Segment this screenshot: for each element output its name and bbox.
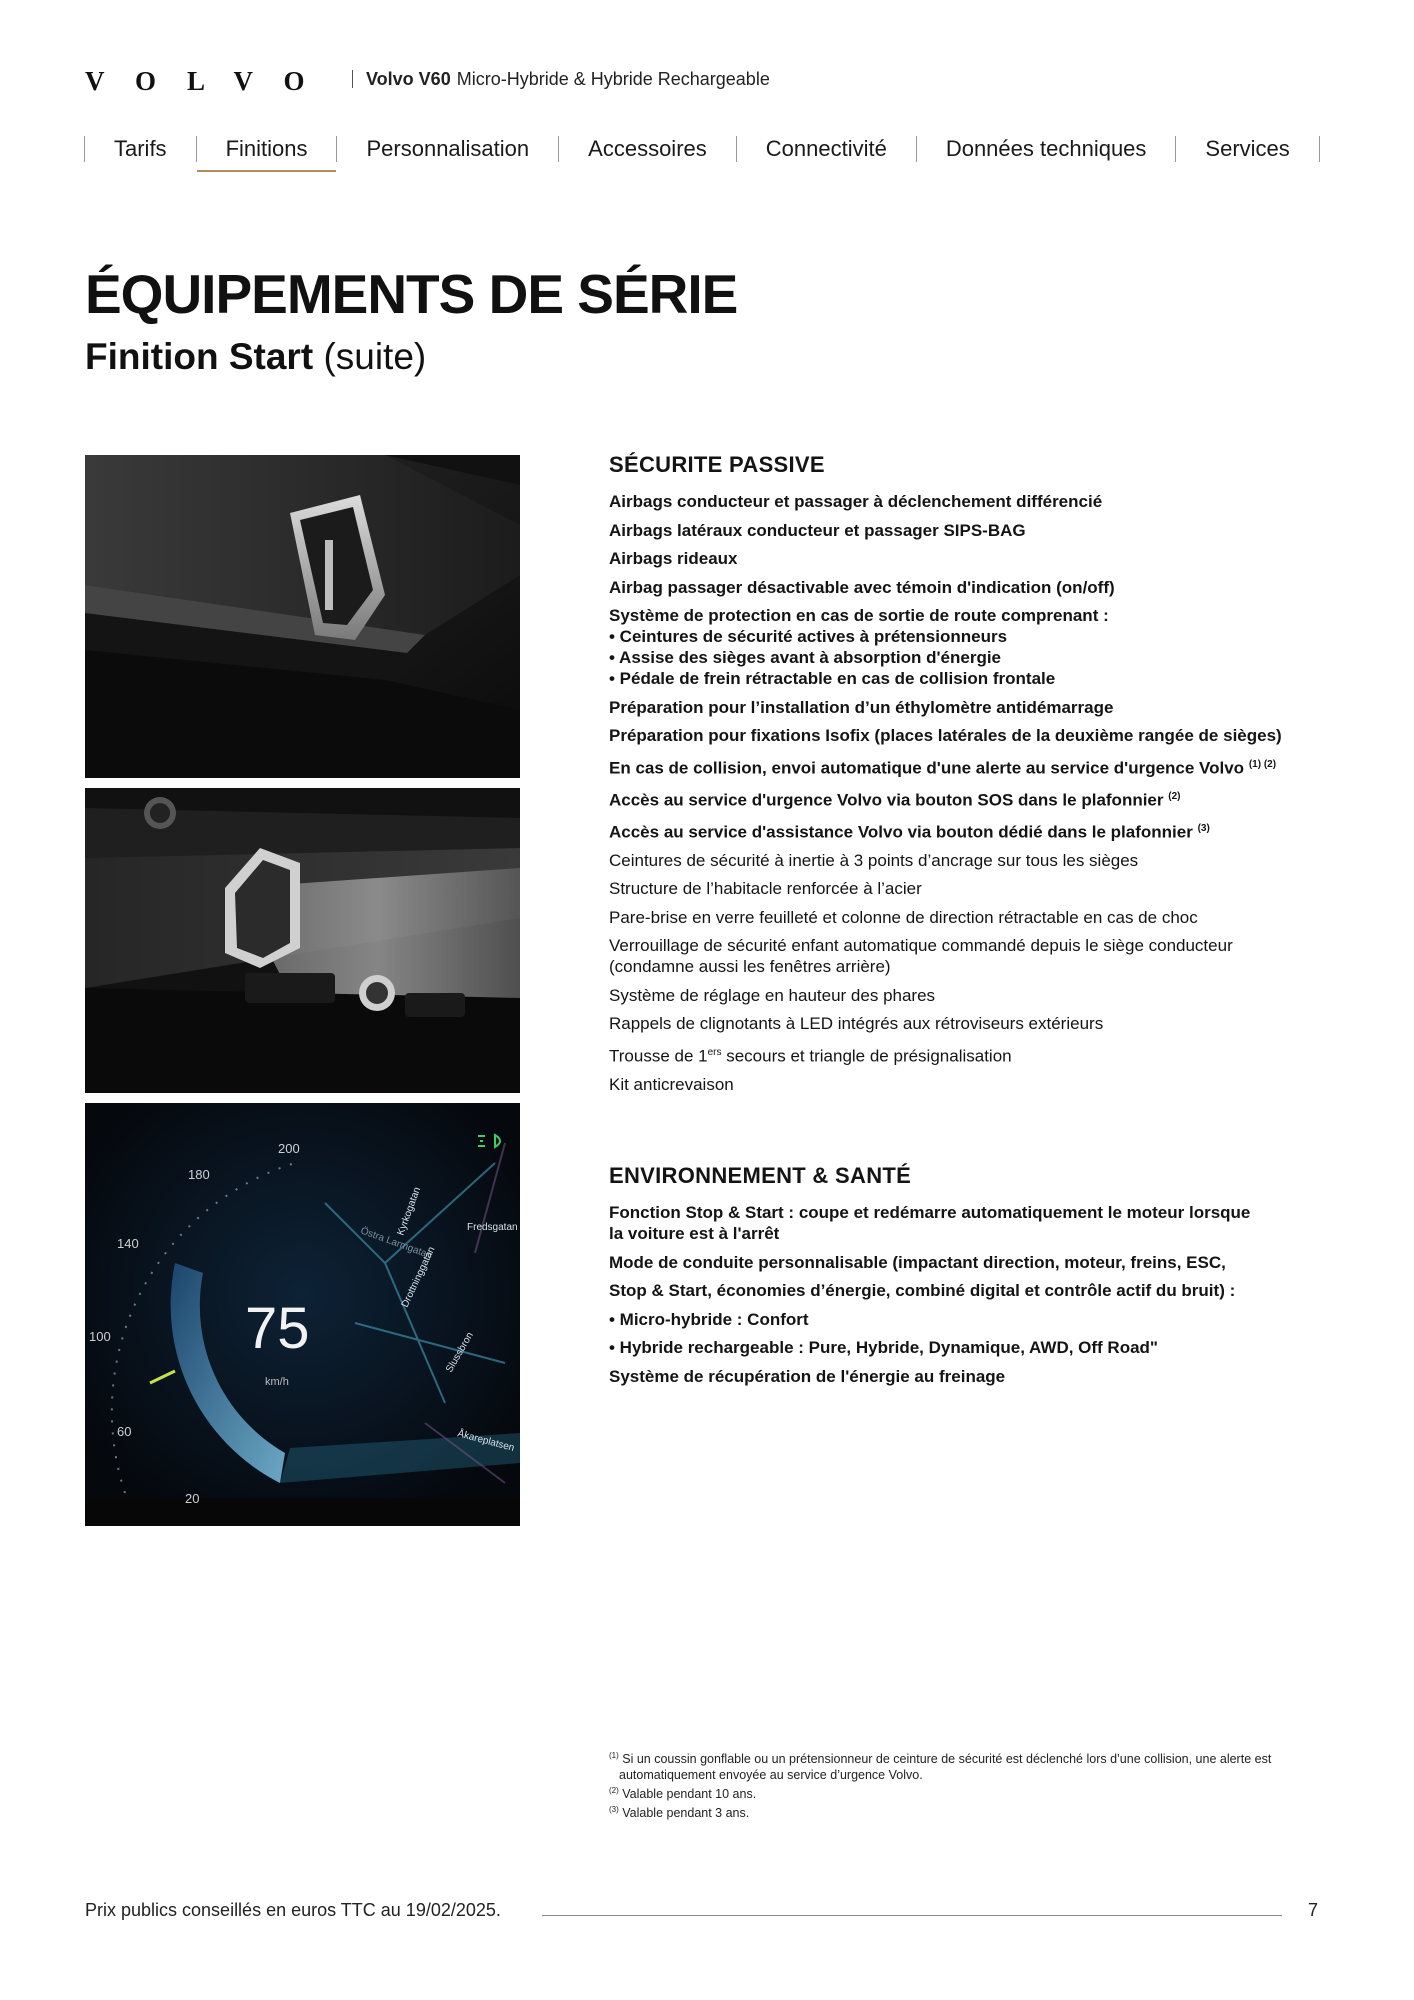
- footnote: [609, 1748, 1319, 1783]
- header-divider: [352, 70, 353, 88]
- list-item: • Micro-hybride : Confort: [609, 1309, 809, 1329]
- speed-unit: km/h: [265, 1376, 289, 1388]
- footnote-ref: (2): [1168, 790, 1181, 802]
- list-item-line: la voiture est à l'arrêt: [609, 1224, 780, 1243]
- list-item-text: Accès au service d'assistance Volvo via bouton dédié dans le plafonnier: [609, 822, 1193, 842]
- tab-donnees-techniques[interactable]: Données techniques: [945, 136, 1147, 161]
- footnote: [609, 1783, 1319, 1802]
- list-item: Pare-brise en verre feuilleté et colonne de direction rétractable en cas de choc: [609, 907, 1198, 927]
- nav-separator: [1319, 136, 1320, 162]
- page-subtitle: [85, 336, 426, 378]
- street-label: Slussbron: [444, 1330, 476, 1375]
- footnote-ref: (3): [1197, 822, 1210, 834]
- tab-tarifs[interactable]: Tarifs: [114, 136, 167, 161]
- list-item-line: Fonction Stop & Start : coupe et redémarre automatiquement le moteur lorsque: [609, 1203, 1251, 1222]
- list-item: Stop & Start, économies d’énergie, combiné digital et contrôle actif du bruit) :: [609, 1281, 1236, 1300]
- page-number: 7: [1308, 1900, 1319, 1920]
- list-item: Airbags latéraux conducteur et passager SIPS-BAG: [609, 520, 1026, 540]
- list-item: Préparation pour fixations Isofix (places latérales de la deuxième rangée de sièges): [609, 726, 1282, 745]
- list-item: [609, 786, 1324, 811]
- list-item: Mode de conduite personnalisable (impactant direction, moteur, freins, ESC,: [609, 1252, 1226, 1272]
- list-item: Ceintures de sécurité à inertie à 3 points d’ancrage sur tous les sièges: [609, 850, 1139, 870]
- list-item-line: Verrouillage de sécurité enfant automatique commandé depuis le siège conducteur: [609, 936, 1233, 956]
- list-item: [609, 754, 1324, 779]
- section-heading: SÉCURITE PASSIVE: [609, 452, 825, 477]
- list-item: Airbags conducteur et passager à déclenchement différencié: [609, 492, 1103, 511]
- footnote-text: Valable pendant 10 ans.: [622, 1787, 757, 1802]
- footnote-text: Valable pendant 3 ans.: [622, 1806, 750, 1821]
- model-name: Volvo V60: [366, 69, 451, 89]
- tab-connectivite[interactable]: Connectivité: [765, 136, 887, 161]
- list-item: [609, 1042, 1324, 1067]
- footnote-mark: (2): [609, 1786, 619, 1796]
- subtitle-trim: Finition Start: [85, 336, 314, 377]
- footer-divider: [542, 1915, 1282, 1916]
- list-item: • Hybride rechargeable : Pure, Hybride, Dynamique, AWD, Off Road": [609, 1338, 1158, 1357]
- volvo-logo: VOLVO: [85, 66, 336, 96]
- ordinal-suffix: ers: [707, 1046, 722, 1058]
- speed-tick-100: 100: [89, 1329, 111, 1344]
- list-item-line: • Ceintures de sécurité actives à prétensionneurs: [609, 627, 1008, 646]
- list-item: Structure de l’habitacle renforcée à l’acier: [609, 879, 922, 899]
- list-item-text: Accès au service d'urgence Volvo via bouton SOS dans le plafonnier: [609, 790, 1164, 810]
- top-navigation: [84, 132, 1320, 172]
- model-variant: Micro-Hybride & Hybride Rechargeable: [456, 69, 770, 89]
- list-item: Système de réglage en hauteur des phares: [609, 985, 936, 1005]
- list-item: [609, 935, 1324, 977]
- speed-tick-180: 180: [188, 1167, 210, 1182]
- list-item-line: • Assise des sièges avant à absorption d'énergie: [609, 648, 1002, 667]
- header-model: [366, 69, 770, 90]
- speed-tick-60: 60: [117, 1424, 132, 1439]
- footnote-text: Si un coussin gonflable ou un prétensionneur de ceinture de sécurité est déclenché lors d’une collision, une alerte est automatiquement envoyée au service d’urgence Volvo.: [619, 1752, 1272, 1783]
- subtitle-continued: (suite): [323, 336, 427, 377]
- list-item-line: Système de protection en cas de sortie de route comprenant :: [609, 606, 1109, 625]
- footnote-mark: (1): [609, 1751, 619, 1760]
- gear-selector-photo: [85, 788, 520, 1093]
- tab-accessoires[interactable]: Accessoires: [588, 136, 707, 161]
- footnotes: [609, 1748, 1319, 1821]
- passive-safety-section: [609, 452, 1324, 1103]
- list-item: [609, 818, 1324, 843]
- price-disclaimer: Prix publics conseillés en euros TTC au 19/02/2025.: [85, 1900, 501, 1920]
- street-label: Kyrkogatan: [395, 1185, 424, 1238]
- list-item-text: secours et triangle de présignalisation: [721, 1046, 1012, 1066]
- tab-finitions[interactable]: Finitions: [197, 132, 337, 172]
- page-title: ÉQUIPEMENTS DE SÉRIE: [85, 263, 738, 325]
- footnote-mark: (3): [609, 1805, 619, 1815]
- footnote-ref: (1) (2): [1248, 758, 1277, 770]
- tab-services[interactable]: Services: [1205, 136, 1290, 161]
- speed-readout: 75: [245, 1296, 310, 1361]
- list-item: Préparation pour l’installation d’un éthylomètre antidémarrage: [609, 697, 1114, 717]
- section-heading: ENVIRONNEMENT & SANTÉ: [609, 1163, 912, 1188]
- list-item-line: (condamne aussi les fenêtres arrière): [609, 957, 891, 977]
- footnote: [609, 1802, 1319, 1821]
- list-item: Rappels de clignotants à LED intégrés aux rétroviseurs extérieurs: [609, 1014, 1104, 1034]
- street-label: Fredsgatan: [467, 1222, 518, 1233]
- speed-tick-20: 20: [185, 1491, 200, 1506]
- speed-tick-140: 140: [117, 1236, 139, 1251]
- list-item: Système de récupération de l'énergie au freinage: [609, 1366, 1006, 1386]
- street-label: Drottninggatan: [399, 1245, 438, 1310]
- tab-personnalisation[interactable]: Personnalisation: [366, 136, 530, 161]
- list-item: Airbags rideaux: [609, 549, 738, 568]
- speed-tick-200: 200: [278, 1141, 300, 1156]
- list-item: [609, 605, 1324, 689]
- street-label: Östra Larmgatan: [358, 1225, 434, 1262]
- street-label: Åkareplatsen: [456, 1428, 516, 1455]
- instrument-cluster-photo: [85, 1103, 520, 1526]
- list-item: Airbag passager désactivable avec témoin d'indication (on/off): [609, 577, 1115, 597]
- list-item: Kit anticrevaison: [609, 1075, 734, 1095]
- dashboard-vent-photo: [85, 455, 520, 778]
- list-item-text: En cas de collision, envoi automatique d'une alerte au service d'urgence Volvo: [609, 758, 1245, 778]
- list-item: [609, 1202, 1324, 1244]
- environment-section: [609, 1163, 1324, 1394]
- list-item-text: Trousse de 1: [609, 1046, 708, 1066]
- list-item-line: • Pédale de frein rétractable en cas de collision frontale: [609, 669, 1056, 688]
